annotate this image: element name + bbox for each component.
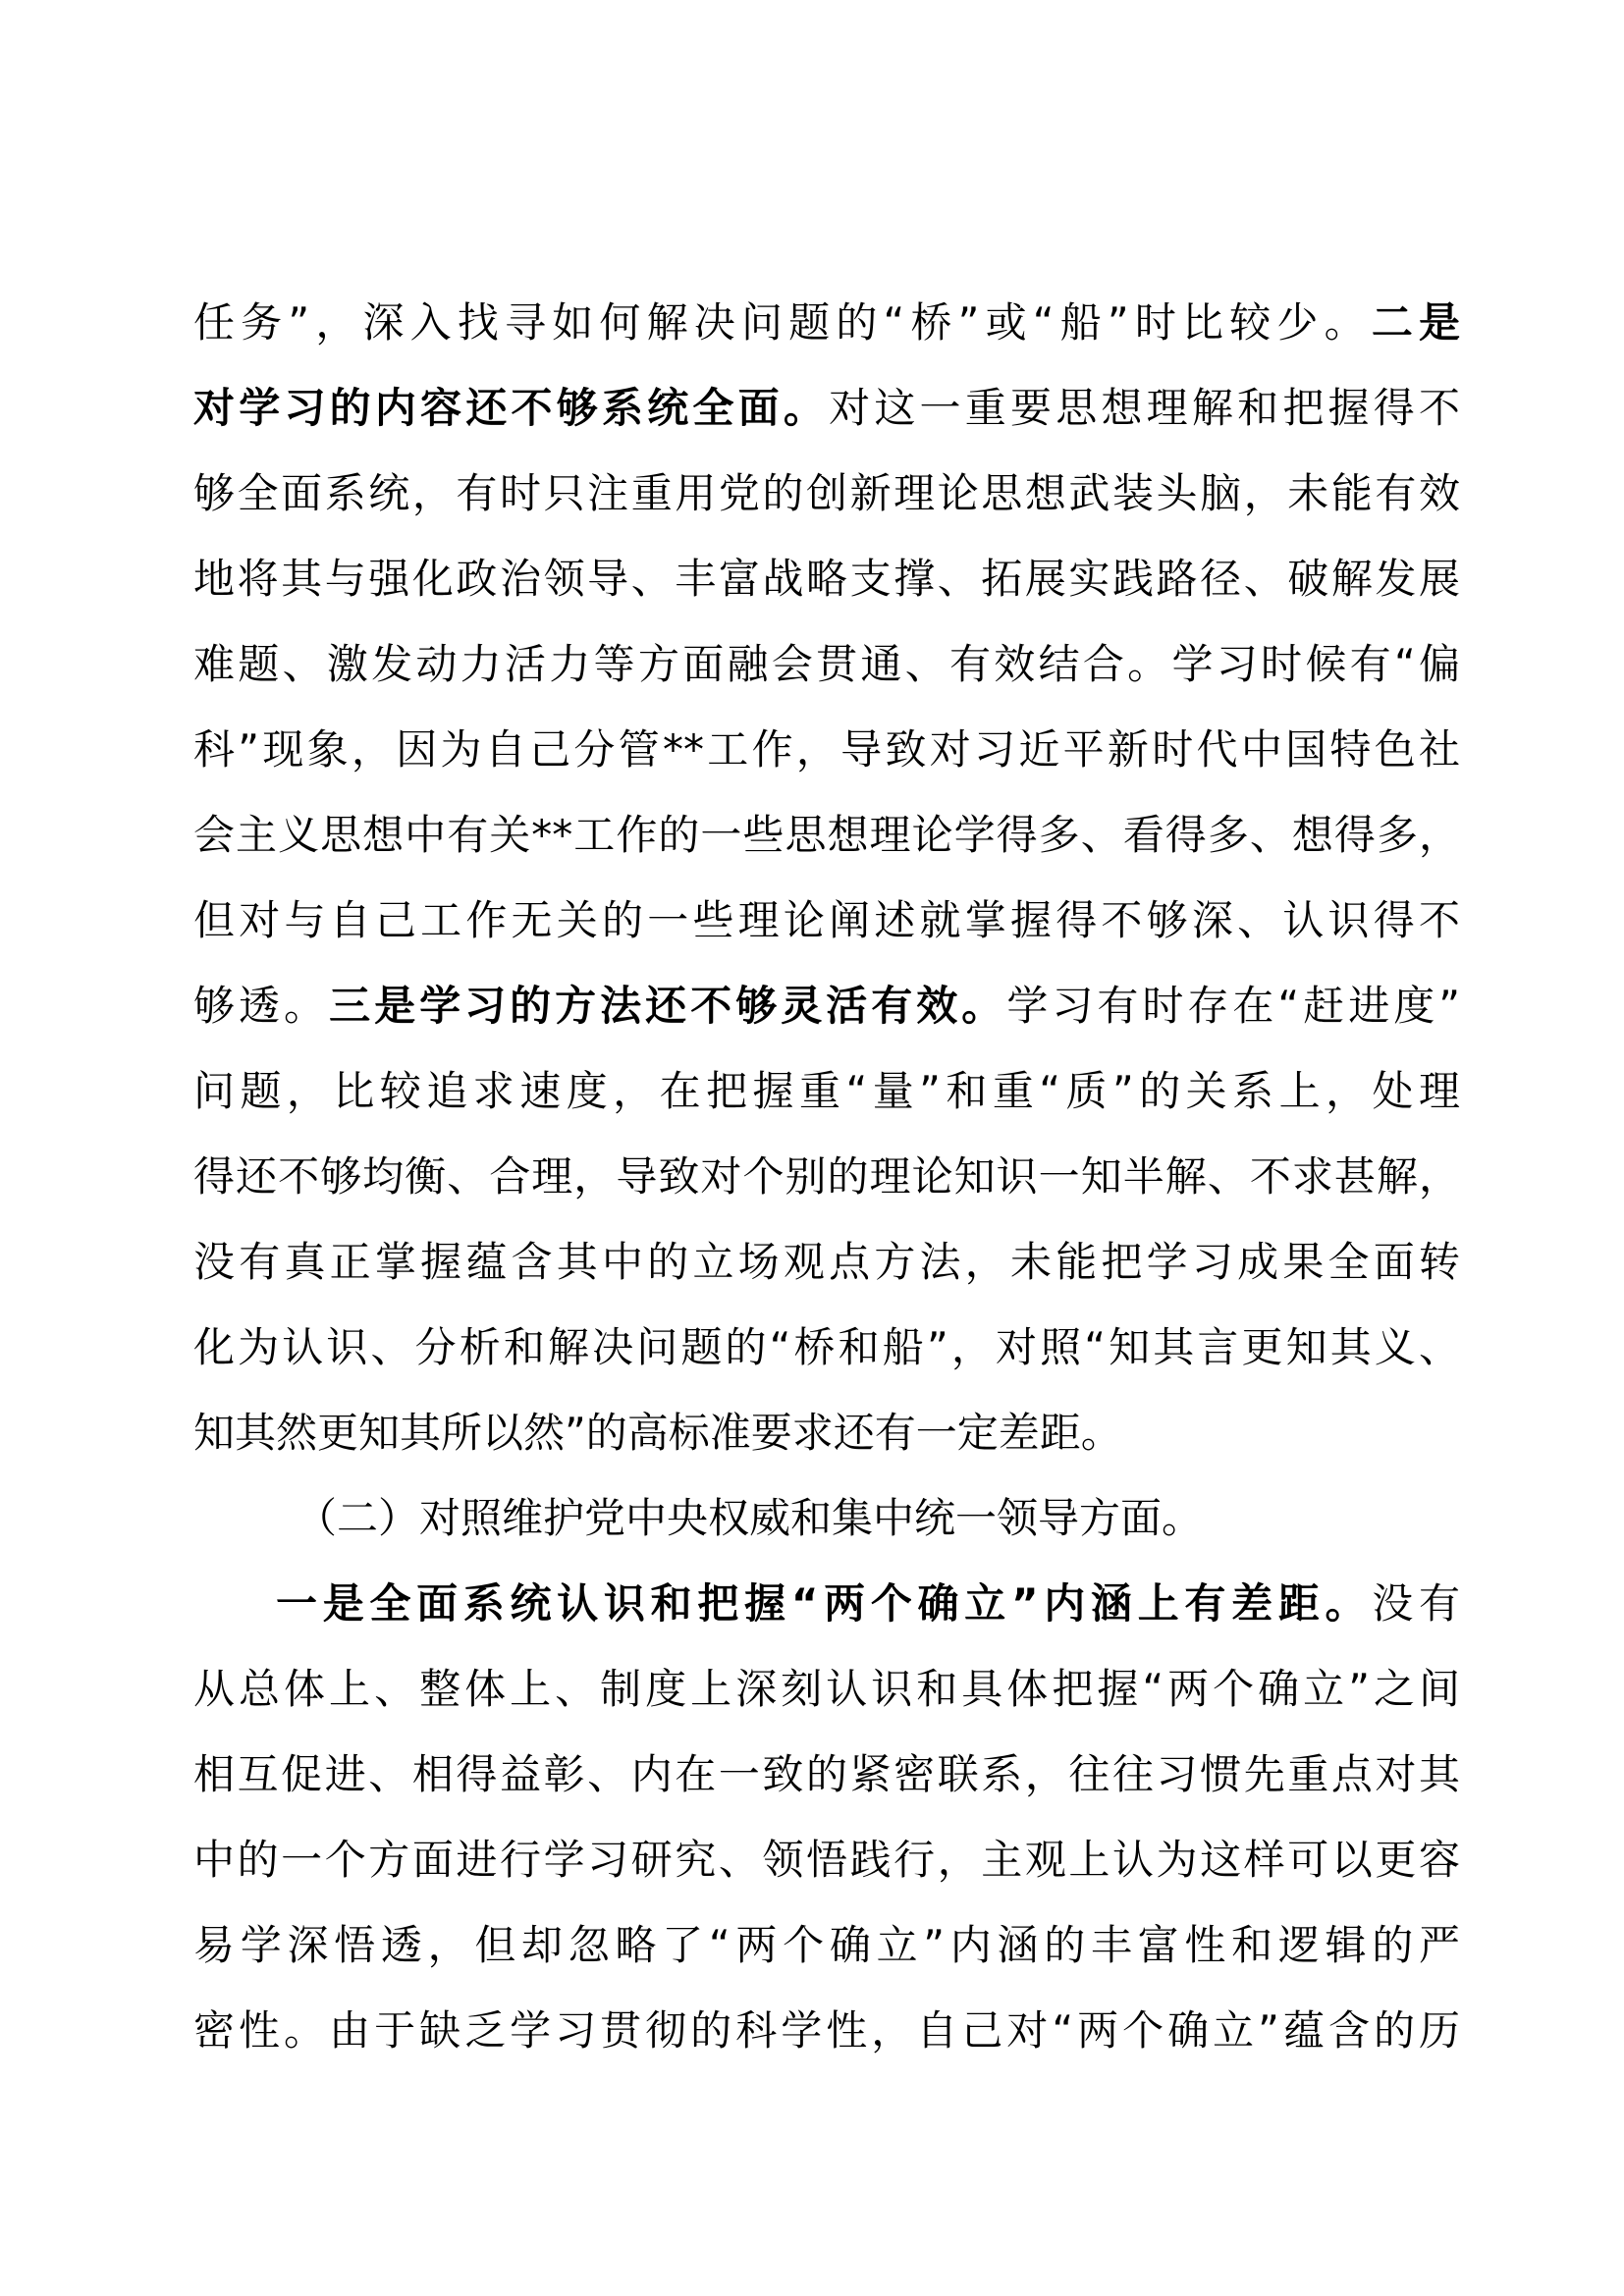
text-segment: 但对与自己工作无关的一些理论阐述就掌握得不够深、认识得不: [193, 896, 1460, 944]
text-segment: 没有真正掌握蕴含其中的立场观点方法，未能把学习成果全面转: [193, 1238, 1460, 1286]
text-line: [193, 1646, 1460, 1732]
text-line: [193, 1390, 1460, 1475]
text-line: [193, 621, 1460, 707]
text-segment: 没有: [1372, 1579, 1460, 1628]
body-text: [193, 280, 1460, 2073]
text-segment: 从总体上、整体上、制度上深刻认识和具体把握“两个确立”之间: [193, 1665, 1460, 1713]
text-segment: 相互促进、相得益彰、内在一致的紧密联系，往往习惯先重点对其: [193, 1750, 1460, 1798]
text-line: [193, 280, 1460, 365]
text-line: [193, 878, 1460, 963]
text-segment: 对这一重要思想理解和把握得不: [829, 384, 1460, 432]
bold-phrase: 一是全面系统认识和把握“两个确立”内涵上有差距。: [276, 1579, 1373, 1628]
text-line: [193, 792, 1460, 878]
text-segment: 化为认识、分析和解决问题的“桥和船”，对照“知其言更知其义、: [193, 1323, 1460, 1371]
text-line: [193, 1902, 1460, 1988]
text-segment: 地将其与强化政治领导、丰富战略支撑、拓展实践路径、破解发展: [193, 555, 1460, 603]
bold-phrase: 二是: [1371, 298, 1460, 347]
text-line: [193, 963, 1460, 1048]
text-line: [193, 1134, 1460, 1219]
text-line: [193, 536, 1460, 621]
text-segment: 得还不够均衡、合理，导致对个别的理论知识一知半解、不求甚解，: [193, 1152, 1460, 1201]
text-segment: 会主义思想中有关**工作的一些思想理论学得多、看得多、想得多，: [193, 811, 1460, 859]
text-segment: 科”现象，因为自己分管**工作，导致对习近平新时代中国特色社: [193, 725, 1460, 774]
text-segment: 知其然更知其所以然”的高标准要求还有一定差距。: [193, 1409, 1122, 1457]
text-line: [193, 1732, 1460, 1817]
text-line: [193, 1219, 1460, 1305]
text-segment: 密性。由于缺乏学习贯彻的科学性，自己对“两个确立”蕴含的历: [193, 2006, 1460, 2055]
text-segment: 学习有时存在“赶进度”: [1006, 982, 1460, 1030]
text-segment: 问题，比较追求速度，在把握重“量”和重“质”的关系上，处理: [193, 1067, 1460, 1115]
text-segment: 中的一个方面进行学习研究、领悟践行，主观上认为这样可以更容: [193, 1836, 1460, 1884]
section-heading: [193, 1475, 1460, 1561]
text-segment: 易学深悟透，但却忽略了“两个确立”内涵的丰富性和逻辑的严: [193, 1921, 1460, 1969]
text-segment: 任务”，深入找寻如何解决问题的“桥”或“船”时比较少。: [193, 298, 1372, 347]
text-line: [193, 1305, 1460, 1390]
bold-phrase: 对学习的内容还不够系统全面。: [193, 384, 830, 432]
text-line: [193, 1561, 1460, 1646]
text-line: [193, 707, 1460, 792]
text-line: [193, 451, 1460, 536]
text-segment: 够全面系统，有时只注重用党的创新理论思想武装头脑，未能有效: [193, 469, 1460, 517]
text-line: [193, 1988, 1460, 2073]
text-line: [193, 1817, 1460, 1902]
bold-phrase: 三是学习的方法还不够灵活有效。: [329, 982, 1007, 1030]
text-segment: （二）对照维护党中央权威和集中统一领导方面。: [296, 1494, 1204, 1542]
text-segment: 够透。: [193, 982, 330, 1030]
text-line: [193, 1048, 1460, 1134]
text-segment: 难题、激发动力活力等方面融会贯通、有效结合。学习时候有“偏: [193, 640, 1460, 688]
text-line: [193, 365, 1460, 451]
